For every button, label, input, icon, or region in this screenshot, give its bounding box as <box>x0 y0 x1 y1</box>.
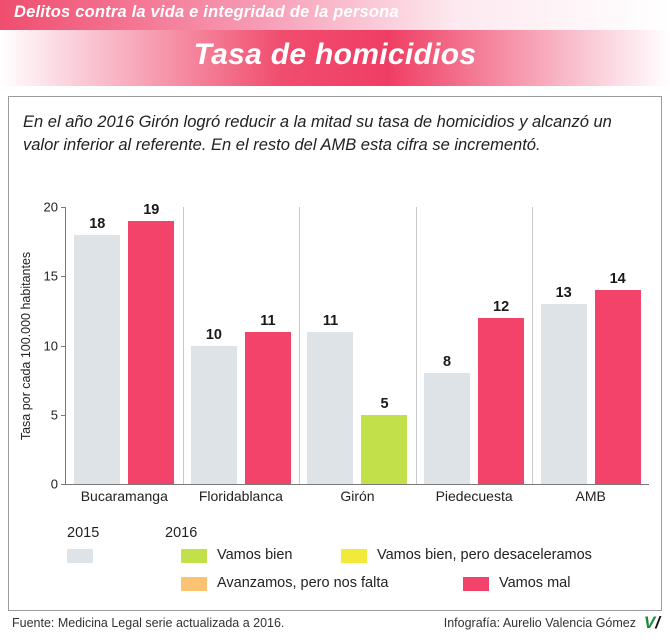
y-axis-tick-mark <box>61 484 66 485</box>
legend-swatch-vamos-bien-desaceleramos <box>341 549 367 563</box>
header-kicker: Delitos contra la vida e integridad de la persona <box>14 3 399 21</box>
bar-group <box>299 207 416 484</box>
y-axis-label-text: Tasa por cada 100.000 habitantes <box>19 251 33 441</box>
bar-group <box>416 207 533 484</box>
footer-source: Fuente: Medicina Legal serie actualizada a 2016. <box>12 616 285 630</box>
bar-2015[interactable] <box>424 373 470 484</box>
bar-2016[interactable] <box>245 332 291 484</box>
legend-swatch-2015 <box>67 549 93 563</box>
legend-swatch-vamos-bien <box>181 549 207 563</box>
legend-year-2015: 2015 <box>67 525 100 541</box>
bar-value-2015: 18 <box>89 215 106 232</box>
y-axis-label <box>19 0 37 441</box>
page-title: Tasa de homicidios <box>193 38 477 71</box>
x-axis-tick-label: Piedecuesta <box>435 488 513 504</box>
x-axis-tick-label: AMB <box>575 488 606 504</box>
bar-2016[interactable] <box>128 221 174 484</box>
bar-2016[interactable] <box>595 290 641 484</box>
bar-value-2016: 12 <box>493 298 510 315</box>
lede-paragraph: En el año 2016 Girón logró reducir a la mitad su tasa de homicidios y alcanzó un valor inferior al referente. En el resto del AMB esta cifra se incrementó. <box>23 113 612 154</box>
bar-2015[interactable] <box>191 346 237 485</box>
chart-area <box>19 199 649 507</box>
bar-value-2015: 10 <box>205 326 222 343</box>
bar-group <box>183 207 300 484</box>
legend-label-vamos-mal: Vamos mal <box>499 575 571 591</box>
legend-swatch-vamos-mal <box>463 577 489 591</box>
legend-label-avanzamos: Avanzamos, pero nos falta <box>217 575 389 591</box>
chart-legend <box>23 525 649 601</box>
bar-value-2015: 13 <box>555 284 572 301</box>
y-axis-tick: 20 <box>43 199 58 215</box>
x-axis-tick-label: Girón <box>340 488 375 504</box>
bar-value-2015: 8 <box>443 354 452 371</box>
bar-value-2015: 11 <box>322 312 339 329</box>
bar-2016[interactable] <box>478 318 524 484</box>
legend-year-2016: 2016 <box>165 525 198 541</box>
legend-label-vamos-bien: Vamos bien <box>217 547 293 563</box>
bar-value-2016: 11 <box>260 312 276 329</box>
bar-2016[interactable] <box>361 415 407 484</box>
footer <box>8 613 662 637</box>
legend-swatch-avanzamos <box>181 577 207 591</box>
chart-frame <box>8 96 662 611</box>
y-axis-tick: 5 <box>50 407 58 423</box>
bar-value-2016: 19 <box>143 201 160 218</box>
bar-group <box>532 207 649 484</box>
bar-2015[interactable] <box>307 332 353 484</box>
bar-value-2016: 14 <box>609 271 626 288</box>
vanguardia-logo <box>644 613 660 633</box>
header-band <box>0 0 670 30</box>
logo-letter: V <box>643 613 656 632</box>
y-axis-tick: 15 <box>43 268 58 284</box>
footer-credit: Infografía: Aurelio Valencia Gómez <box>443 616 636 630</box>
x-axis-tick-label: Floridablanca <box>198 488 283 504</box>
plot-region <box>43 199 649 504</box>
y-axis-tick: 0 <box>50 476 58 492</box>
y-axis-tick: 10 <box>43 338 58 353</box>
logo-slash: / <box>655 613 660 632</box>
bar-group <box>66 201 183 484</box>
x-axis-tick-label: Bucaramanga <box>80 488 168 504</box>
bar-value-2016: 5 <box>380 395 389 412</box>
bar-2015[interactable] <box>541 304 587 484</box>
legend-label-vamos-bien-desaceleramos: Vamos bien, pero desaceleramos <box>377 547 592 563</box>
bar-2015[interactable] <box>74 235 120 484</box>
title-band <box>0 30 670 86</box>
